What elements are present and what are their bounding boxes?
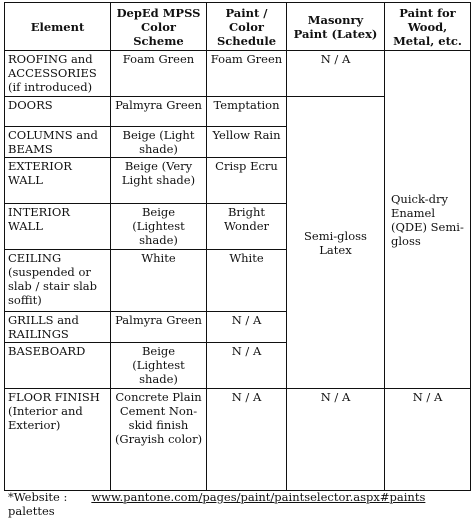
cell-element: ROOFING and ACCESSORIES (if introduced) xyxy=(5,51,111,97)
cell-schedule: Foam Green xyxy=(207,51,287,97)
header-row xyxy=(5,3,471,51)
cell-element: FLOOR FINISH (Interior and Exterior) xyxy=(5,389,111,491)
cell-schedule: N / A xyxy=(207,312,287,343)
header-wood-metal: Paint for Wood, Metal, etc. xyxy=(385,3,471,51)
header-color-scheme: DepEd MPSS Color Scheme xyxy=(111,3,207,51)
cell-schedule: N / A xyxy=(207,389,287,491)
cell-element: BASEBOARD xyxy=(5,343,111,389)
cell-masonry: N / A xyxy=(287,389,385,491)
cell-schedule: Temptation xyxy=(207,97,287,127)
cell-wood: N / A xyxy=(385,389,471,491)
cell-scheme: Beige (Lightest shade) xyxy=(111,204,207,250)
cell-scheme: White xyxy=(111,250,207,312)
cell-schedule: White xyxy=(207,250,287,312)
cell-scheme: Palmyra Green xyxy=(111,312,207,343)
cell-schedule: Yellow Rain xyxy=(207,127,287,158)
footnote-label: *Website : xyxy=(8,490,68,504)
cell-schedule: Bright Wonder xyxy=(207,204,287,250)
cell-element: GRILLS and RAILINGS xyxy=(5,312,111,343)
cell-wood-merged: Quick-dry Enamel (QDE) Semi-gloss xyxy=(385,51,471,389)
header-masonry: Masonry Paint (Latex) xyxy=(287,3,385,51)
cell-scheme: Foam Green xyxy=(111,51,207,97)
table-row xyxy=(5,51,471,97)
cell-scheme: Beige (Light shade) xyxy=(111,127,207,158)
paint-schedule-table xyxy=(4,2,471,491)
cell-masonry-merged: Semi-gloss Latex xyxy=(287,97,385,389)
website-link-continuation: palettes xyxy=(8,504,55,518)
cell-scheme: Beige (Lightest shade) xyxy=(111,343,207,389)
website-link[interactable]: www.pantone.com/pages/paint/paintselector.aspx#paints xyxy=(91,490,426,504)
cell-element: COLUMNS and BEAMS xyxy=(5,127,111,158)
cell-element: INTERIOR WALL xyxy=(5,204,111,250)
website-footnote xyxy=(8,490,470,518)
header-paint-schedule: Paint / Color Schedule xyxy=(207,3,287,51)
cell-element: CEILING (suspended or slab / stair slab soffit) xyxy=(5,250,111,312)
cell-scheme: Palmyra Green xyxy=(111,97,207,127)
cell-element: DOORS xyxy=(5,97,111,127)
cell-masonry: N / A xyxy=(287,51,385,97)
cell-schedule: Crisp Ecru xyxy=(207,158,287,204)
cell-element: EXTERIOR WALL xyxy=(5,158,111,204)
header-element: Element xyxy=(5,3,111,51)
cell-scheme: Beige (Very Light shade) xyxy=(111,158,207,204)
table-row xyxy=(5,389,471,491)
cell-scheme: Concrete Plain Cement Non-skid finish (Grayish color) xyxy=(111,389,207,491)
cell-schedule: N / A xyxy=(207,343,287,389)
